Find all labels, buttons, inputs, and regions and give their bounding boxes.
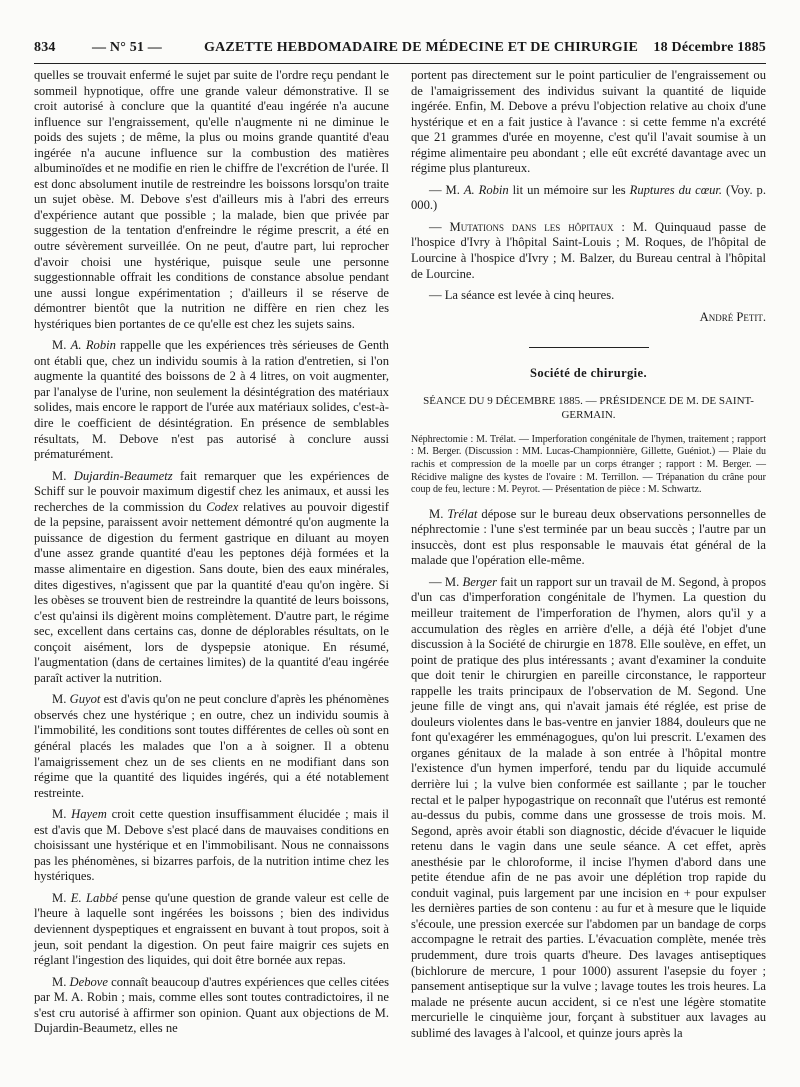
speaker-name: Guyot [69,692,101,707]
speaker-name: A. Robin [463,182,509,197]
paragraph: — M. A. Robin lit un mémoire sur les Ruptures du cœur. (Voy. p. 000.) [411,182,766,213]
issue-date: 18 Décembre 1885 [653,40,766,55]
paragraph: M. Hayem croit cette question insuffisamment élucidée ; mais il est d'avis que M. Debove s'est placé dans de mauvaises conditions en choisissant une hystérique et en l'immobilisant. Nous ne connaissons pas les phénomènes, si bizarres parfois, de la nutrition intime chez les hystériques. [34,807,389,884]
paragraph: — La séance est levée à cinq heures. [429,288,615,303]
right-column [411,68,766,1047]
session-heading: SÉANCE DU 9 DÉCEMBRE 1885. — PRÉSIDENCE DE M. DE SAINT-GERMAIN. [423,394,754,421]
speaker-name: Berger [462,574,498,589]
section-title: Société de chirurgie. [529,366,648,381]
journal-title: GAZETTE HEBDOMADAIRE DE MÉDECINE ET DE CHIRURGIE [204,40,639,55]
page-number: 834 [34,40,56,55]
issue-number: — N° 51 — [92,40,163,55]
paragraph: portent pas directement sur le point particulier de l'engraissement ou de l'amaigrissement des individus suivant la quantité de liquide ingérée. Enfin, M. Debove a prévu l'objection relative au choix d'une hystérique et en a fait justice à l'avance : si cette femme n'a excrété que 21 grammes d'urée en moyenne, c'est qu'il l'avait soumise à un régime alimentaire peu abondant ; elle eût excrété davantage avec un régime plus plantureux. [411,68,766,176]
header-rule [34,63,766,64]
paragraph: quelles se trouvait enfermé le sujet par suite de l'ordre reçu pendant le sommeil hypnotique, offre une grande valeur démonstrative. Il se croit autorisé à conclure que la quantité d'eau ingérée n'a aucune influence sur l'engraissement, qu'elle n'augmente ni ne diminue le poids des sujets ; de même, la plus ou moins grande quantité d'eau ingérée n'a aucune influence sur la combustion des matières albuminoïdes et ne modifie en rien le chiffre de l'excrétion de l'urée. Il est donc absolument inutile de restreindre les boissons lorsqu'on traite un sujet obèse. M. Debove s'est d'ailleurs mis à l'abri des erreurs d'expérience autant que possible ; la malade, bien que privée par suggestion de la tentation d'enfreindre le régime prescrit, a été en outre sévèrement surveillée. On ne peut, d'autre part, lui reprocher d'avoir choisi une hystérique, puisque seule une personne suggestionnable offrait les conditions de constance absolue pendant une aussi longue expérimentation ; d'ailleurs il se réserve de démontrer bientôt que la nutrition ne diffère en rien chez les hystériques bien portantes de ce qu'elle est chez les sujets sains. [34,68,389,331]
speaker-name: Debove [69,974,108,989]
session-summary: Néphrectomie : M. Trélat. — Imperforation congénitale de l'hymen, traitement ; rapport : M. Berger. (Discussion : MM. Lucas-Championnière, Gillette, Guéniot.) — Plaie du rachis et compression de la moelle par un corps étranger ; rapport : M. Berger. — Récidive maligne des kystes de l'ovaire : M. Terrillon. — Trépanation du crâne pour coup de feu, lecture : M. Peyrot. — Présentation de pièce : M. Schwartz. [411,433,766,496]
paragraph: — Mutations dans les hôpitaux : M. Quinquaud passe de l'hospice d'Ivry à l'hôpital Saint-Louis ; M. Roques, de l'hôpital de Lourcine à l'hospice d'Ivry ; M. Balzer, du Bureau central à l'hôpital de Lourcine. [411,219,766,281]
speaker-name: A. Robin [70,338,116,353]
paragraph: M. Dujardin-Beaumetz fait remarquer que les expériences de Schiff sur le pouvoir maximum digestif chez les animaux, et aussi les recherches de la commission du Codex relatives au pouvoir digestif de la pepsine, paraissent avoir nettement démontré qu'on augmente la puissance de digestion du ferment gastrique en diluant au moyen d'une assez grande quantité d'eau les peptones déjà formées et la masse alimentaire en digestion. Sans doute, bien des eaux minérales, dites digestives, n'agissent que par la quantité d'eau qu'on ingère. Si les obèses se trouvent bien de restreindre la quantité de leurs boissons, c'est qu'ainsi ils digèrent moins complètement. D'autre part, le régime sec, excellent dans certains cas, donne de déplorables résultats, on le conçoit aisément, lors de dyspepsie atonique. En résumé, l'augmentation (dans de certaines limites) de la quantité d'eau ingérée paraît activer la nutrition. [34,468,390,685]
paragraph: M. Guyot est d'avis qu'on ne peut conclure d'après les phénomènes observés chez une hystérique ; en outre, chez un individu soumis à l'immobilité, les conditions sont toutes différentes de celles où sont en général placés les malades que l'on a à soigner. Il a obtenu l'amaigrissement chez un de ses clients en ne modifiant dans son régime que la quantité des liquides ingérés, qui a été notablement restreinte. [34,692,389,800]
section-divider [529,347,649,348]
paragraph: — M. Berger fait un rapport sur un travail de M. Segond, à propos d'un cas d'imperforation congénitale de l'hymen. La question du meilleur traitement de l'imperforation de l'hymen, alors qu'il y a accumulation des règles en arrière d'elle, a déjà été l'objet d'une discussion à la Société de chirurgie en 1878. Elle soulève, en effet, un point de pratique des plus intéressants ; avant d'examiner la conduite que doit tenir le chirurgien en pareille circonstance, le rapporteur rappelle les traits principaux de l'observation de M. Segond. Une jeune fille de vingt ans, qui n'avait jamais été réglée, est prise de douleurs violentes dans le bas-ventre en janvier 1884, douleurs que ne font qu'exagérer les emménagogues, qu'on lui prescrit. L'examen des organes génitaux de la malade à son entrée à l'hôpital montre l'existence d'un hymen imperforé, tendu par du liquide accumulé derrière lui ; la vulve bien conformée est saillante ; par le toucher rectal et le palper hypogastrique on reconnaît que l'utérus est remonté au-dessus du pubis, comme dans une grossesse de trois mois. M. Segond, après avoir établi son diagnostic, décide d'évacuer le liquide retenu dans le vagin dans une seule séance. A cet effet, après anesthésie par le chloroforme, il incise l'hymen d'abord dans une petite étendue afin de ne pas avoir une déplétion trop rapide du conduit vaginal, puis largement par une incision en + pour expulser les dernières parties de son contenu : au fur et à mesure que le liquide s'écoule, une pression exercée sur l'abdomen par un bandage de corps accompagne le retrait des parties. L'évacuation complète, menée très prudemment, dure trois quarts d'heure. Des lavages antiseptiques (bichlorure de mercure, 1 pour 1000) assurent l'asepsie du foyer ; pansement antiseptique sur la vulve ; lavage toutes les trois heures. La malade ne présente aucun accident, si ce n'est une légère stomatite mercurielle le cinquième jour, forçant à substituer aux lavages au sublimé des lavages à l'alcool, et quinze jours après la [411,574,766,1040]
paragraph: M. E. Labbé pense qu'une question de grande valeur est celle de l'heure à laquelle sont ingérées les boissons ; bien des individus deviennent dyspeptiques et engraissent en buvant à tout propos, soit à jeun, soit pendant la digestion. On peut faire maigrir ces sujets en réglant l'ingestion des liquides, qui doit être bornée aux repas. [34,890,389,968]
paragraph: M. Trélat dépose sur le bureau deux observations personnelles de néphrectomie : l'une s'est terminée par un beau succès ; l'autre par un insuccès, dont est plus responsable le mauvais état général de la malade que l'opération elle-même. [411,506,766,568]
speaker-name: Dujardin-Beaumetz [73,468,173,483]
author-signature: André Petit. [699,309,766,324]
paragraph: M. A. Robin rappelle que les expériences très sérieuses de Genth ont établi que, chez un individu soumis à la ration d'entretien, si l'on augmente la quantité des boissons de 2 à 4 litres, on voit augmenter, par l'analyse de l'urine, non seulement la désintégration des matériaux solides, mais encore le rapport de l'urée aux matériaux solides, c'est-à-dire le coefficient de désintégration. En présence de semblables résultats, M. Debove n'est pas autorisé à conclure aussi prématurément. [34,338,389,462]
paragraph: M. Debove connaît beaucoup d'autres expériences que celles citées par M. A. Robin ; mais, comme elles sont toutes contradictoires, il ne s'est cru autorisé à affirmer son opinion. Quant aux objections de M. Dujardin-Beaumetz, elles ne [34,974,390,1036]
speaker-name: E. Labbé [70,890,118,905]
speaker-name: Hayem [71,807,107,822]
speaker-name: Trélat [447,506,478,521]
left-column [34,68,389,1043]
